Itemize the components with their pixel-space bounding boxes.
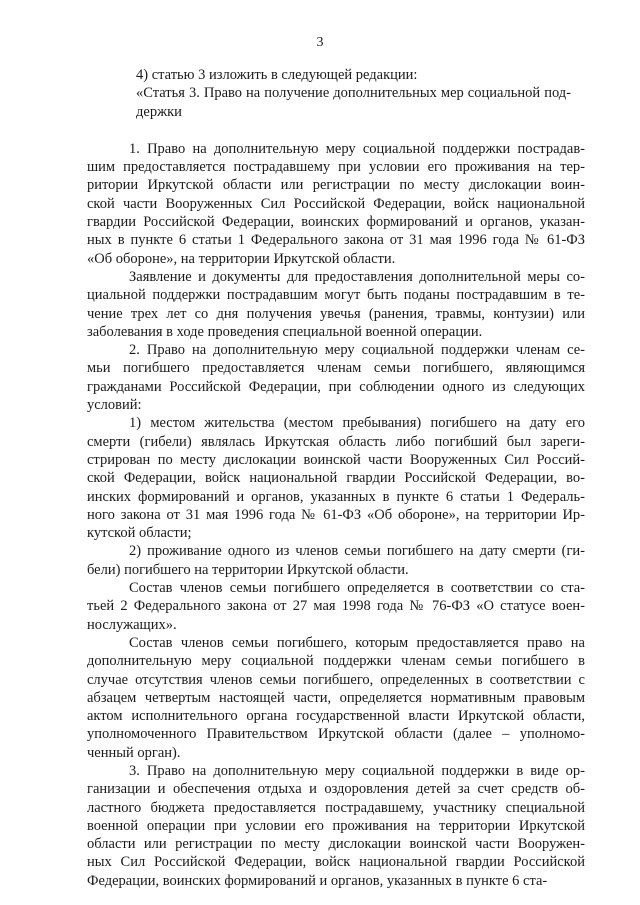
paragraph-line: гвардии Российской Федерации, воинских формирований и органов, указан- <box>87 214 585 231</box>
paragraph-line: циальной поддержки пострадавшим могут быть поданы пострадавшим в те- <box>87 287 585 304</box>
paragraph-line: ченный орган). <box>87 744 181 761</box>
paragraph-line: чение трех лет со дня получения увечья (ранения, травмы, контузии) или <box>87 305 585 322</box>
paragraph-line: ской части Вооруженных Сил Российской Федерации, войск национальной <box>87 195 585 212</box>
paragraph-line: 2. Право на дополнительную меру социальной поддержки членам се- <box>129 342 585 359</box>
paragraph-line: уполномоченного Правительством Иркутской области (далее – уполномо- <box>87 726 585 743</box>
paragraph-line: военной операции при условии его проживания на территории Иркутской <box>87 817 585 834</box>
paragraph-line: Заявление и документы для предоставления дополнительной меры со- <box>129 268 585 285</box>
paragraph <box>87 140 585 268</box>
paragraph-line: ской Федерации, войск национальной гвардии Российской Федерации, во- <box>87 470 585 487</box>
paragraph-line: гражданами Российской Федерации, при соблюдении одного из следующих <box>87 378 585 395</box>
paragraph-line: ных Сил Российской Федерации, войск национальной гвардии Российской <box>87 854 585 871</box>
paragraph-line: заболевания в ходе проведения специальной военной операции. <box>87 323 483 340</box>
paragraph <box>87 762 585 890</box>
paragraph-line: 1. Право на дополнительную меру социальной поддержки пострадав- <box>129 140 585 157</box>
paragraph-line: кутской области; <box>87 525 192 542</box>
paragraph-line: 2) проживание одного из членов семьи погибшего на дату смерти (ги- <box>129 543 585 560</box>
paragraph-line: ных в пункте 6 статьи 1 Федерального закона от 31 мая 1996 года № 61-ФЗ <box>87 232 585 249</box>
article-paragraphs <box>87 140 585 890</box>
paragraph <box>87 634 585 762</box>
paragraph-line: шим предоставляется пострадавшему при условии его проживания на тер- <box>87 159 585 176</box>
paragraph <box>87 268 585 341</box>
paragraph-line: условий: <box>87 397 142 414</box>
paragraph-line: ного закона от 31 мая 1996 года № 61-ФЗ «Об обороне», на территории Ир- <box>87 506 585 523</box>
paragraph-line: инских формирований и органов, указанных в пункте 6 статьи 1 Федераль- <box>87 488 585 505</box>
paragraph <box>87 542 585 579</box>
paragraph-line: случае отсутствия членов семьи погибшего, определенных в соответствии с <box>87 671 585 688</box>
paragraph <box>87 341 585 414</box>
article-title <box>87 84 585 121</box>
paragraph-line: тьей 2 Федерального закона от 27 мая 1998 года № 76-ФЗ «О статусе воен- <box>87 598 585 615</box>
paragraph-line: Состав членов семьи погибшего, которым предоставляется право на <box>129 634 585 651</box>
paragraph-line: «Об обороне», на территории Иркутской области. <box>87 250 396 267</box>
paragraph-line: Федерации, воинских формирований и органов, указанных в пункте 6 ста- <box>87 872 548 889</box>
paragraph-line: бели) погибшего на территории Иркутской области. <box>87 561 409 578</box>
document-body <box>87 66 585 890</box>
article-title-line: «Статья 3. Право на получение дополнительных мер социальной под- <box>136 85 571 102</box>
paragraph-line: области или регистрации по месту дислокации воинской части Вооружен- <box>87 836 585 853</box>
amendment-intro: 4) статью 3 изложить в следующей редакции: <box>136 67 418 83</box>
paragraph-line: дополнительную меру социальной поддержки членам семьи погибшего в <box>87 653 585 670</box>
paragraph-line: стрирован по месту дислокации воинской части Вооруженных Сил Россий- <box>87 451 585 468</box>
paragraph <box>87 579 585 634</box>
article-title-line: держки <box>136 103 182 120</box>
paragraph-line: 3. Право на дополнительную меру социальной поддержки в виде ор- <box>129 762 585 779</box>
paragraph-line: смерти (гибели) являлась Иркутская область либо погибший был зареги- <box>87 433 585 450</box>
paragraph-line: ритории Иркутской области или регистрации по месту дислокации воин- <box>87 177 585 194</box>
paragraph-line: ганизации и обеспечения отдыха и оздоровления детей за счет средств об- <box>87 781 585 798</box>
paragraph-line: мьи погибшего предоставляется членам семьи погибшего, являющимся <box>87 360 585 377</box>
paragraph-line: ластного бюджета предоставляется пострадавшему, участнику специальной <box>87 799 585 816</box>
paragraph-line: абзацем четвертым настоящей части, определяется нормативным правовым <box>87 689 585 706</box>
paragraph-line: Состав членов семьи погибшего определяется в соответствии со ста- <box>129 580 585 597</box>
page-number: 3 <box>316 35 324 50</box>
paragraph-line: 1) местом жительства (местом пребывания) погибшего на дату его <box>129 415 585 432</box>
paragraph-line: актом исполнительного органа государственной власти Иркутской области, <box>87 708 585 725</box>
paragraph <box>87 414 585 542</box>
paragraph-line: нослужащих». <box>87 616 177 633</box>
